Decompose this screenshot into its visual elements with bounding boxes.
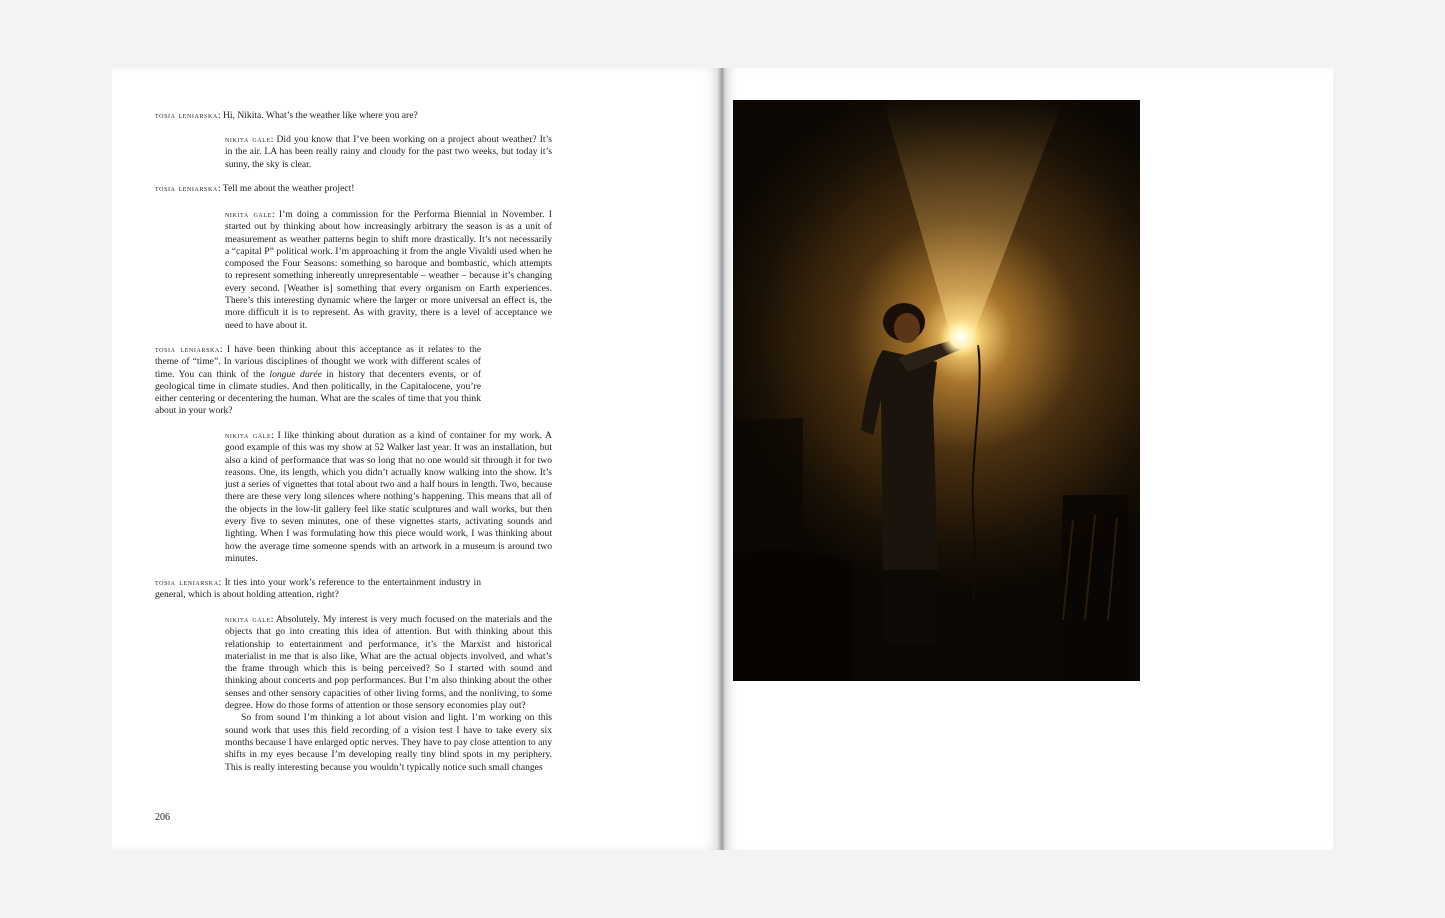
- answer-text: I like thinking about duration as a kind of container for my work. A good example of this was my show at 52 Walker last year. It was an installation, but also a kind of performance that was so long that no one would sit through it for two reasons. One, its length, which you didn’t actually know walking into the show. It’s just a series of vignettes that total about two and a half hours in length. Two, because there are these very long silences where nothing’s happening. This means that all of the objects in the low-lit gallery feel like static sculptures and wall works, but then every five to seven minutes, one of these vignettes starts, activating sounds and lighting. When I was formulating how this piece would work, I was thinking about how the average time someone spends with an artwork in a museum is around two minutes.: [225, 430, 552, 564]
- interview-question-1: tosia leniarska: Hi, Nikita. What’s the weather like where you are?: [155, 110, 418, 121]
- left-page: [112, 68, 720, 850]
- question-text: It ties into your work’s reference to the entertainment industry in general, which is about holding attention, right?: [155, 577, 481, 601]
- question-text: Hi, Nikita. What’s the weather like where you are?: [222, 110, 418, 121]
- photograph-person-with-light: [733, 100, 1140, 681]
- interview-answer-4: nikita gale: Absolutely. My interest is very much focused on the materials and the objects that go into creating this idea of attention. But with thinking about this relationship to entertainment and performance, it’s the Marxist and historical materialist in me that is also like, What are the actual objects involved, and what’s the frame through which this is being perceived? So I started with sound and thinking about concerts and pop performances. But I’m also thinking about the other senses and other sensory capacities of other living forms, and the nonliving, to some degree. How do those forms of attention or those sensory economies play out? So from sound I’m thinking a lot about vision and light. I’m working on this sound work that uses this field recording of a vision test I have to take every six months because I have enlarged optic nerves. They have to pay close attention to any shifts in my eyes because I’m developing really tiny blind spots in my periphery. This is really interesting because you wouldn’t typically notice such small changes: [225, 614, 552, 773]
- interview-answer-2: nikita gale: I’m doing a commission for the Performa Biennial in November. I started out by thinking about how increasingly arbitrary the season is as a unit of measurement as weather patterns begin to shift more drastically. It’s not necessarily a “capital P” political work. I’m approaching it from the angle Vivaldi used when he composed the Four Seasons: something so baroque and bombastic, which attempts to represent something inherently unrepresentable – weather – because it’s changing every second. [Weather is] something that every organism on Earth experiences. There’s this interesting dynamic where the larger or more universal an effect is, the more difficult it is to represent. As with gravity, there is a level of acceptance we need to have about it.: [225, 209, 552, 331]
- light-bulb: [939, 315, 983, 359]
- answer-text: I’m doing a commission for the Performa Biennial in November. I started out by thinking about how increasingly arbitrary the season is as a unit of measurement as weather patterns begin to shift more drastically. It’s not necessarily a “capital P” political work. I’m approaching it from the angle Vivaldi used when he composed the Four Seasons: something so baroque and bombastic, which attempts to represent something inherently unrepresentable – weather – because it’s changing every second. [Weather is] something that every organism on Earth experiences. There’s this interesting dynamic where the larger or more universal an effect is, the more difficult it is to represent. As with gravity, there is a level of acceptance we need to have about it.: [225, 209, 552, 331]
- speaker-name: tosia leniarska: [155, 577, 219, 587]
- answer-text-paragraph-2: So from sound I’m thinking a lot about vision and light. I’m working on this sound work that uses this field recording of a vision test I have to take every six months because I have enlarged optic nerves. They have to pay close attention to any shifts in my eyes because I’m developing really tiny blind spots in my periphery. This is really interesting because you wouldn’t typically notice such small changes: [225, 712, 552, 773]
- photo-illustration: [733, 100, 1140, 681]
- question-text-continued: in history that decenters events, or of geological time in climate studies. And then politically, in the Capitalocene, you’re either centering or decentering the human. What are the scales of time that you think about in your work?: [155, 368, 482, 417]
- speaker-name: nikita gale: [225, 430, 272, 440]
- dark-chair-right: [1058, 495, 1133, 681]
- question-text: Tell me about the weather project!: [222, 183, 355, 194]
- speaker-name: nikita gale: [225, 134, 271, 144]
- speaker-name: tosia leniarska: [155, 110, 218, 120]
- answer-text: Did you know that I’ve been working on a project about weather? It’s in the air. LA has been really rainy and cloudy for the past two weeks, but today it’s sunny, the sky is clear.: [225, 134, 552, 170]
- speaker-name: tosia leniarska: [155, 344, 220, 354]
- italic-term: longue durée: [269, 368, 322, 380]
- speaker-name: nikita gale: [225, 614, 271, 624]
- speaker-name: nikita gale: [225, 209, 272, 219]
- speaker-name: tosia leniarska: [155, 183, 218, 193]
- answer-text: Absolutely. My interest is very much focused on the materials and the objects that go into creating this idea of attention. But with thinking about this relationship to entertainment and performance, it’s the Marxist and historical materialist in me that is also like, What are the actual objects involved, and what’s the frame through which this is being perceived? So I started with sound and thinking about concerts and pop performances. But I’m also thinking about the other senses and other sensory capacities of other living forms, and the nonliving, to some degree. How do those forms of attention or those sensory economies play out?: [225, 614, 552, 712]
- question-text: I have been thinking about this acceptance as it relates to the theme of “time”. In various disciplines of thought we work with different scales of time. You can think of the: [155, 344, 481, 380]
- interview-question-4: tosia leniarska: It ties into your work’s reference to the entertainment industry in general, which is about holding attention, right?: [155, 577, 481, 601]
- interview-question-3: tosia leniarska: I have been thinking about this acceptance as it relates to the theme of “time”. In various disciplines of thought we work with different scales of time. You can think of the longue durée in history that decenters events, or of geological time in climate studies. And then politically, in the Capitalocene, you’re either centering or decentering the human. What are the scales of time that you think about in your work?: [155, 344, 482, 417]
- interview-question-2: tosia leniarska: Tell me about the weather project!: [155, 183, 355, 194]
- page-number: 206: [155, 812, 170, 823]
- foreground-object: [733, 550, 853, 681]
- interview-answer-3: nikita gale: I like thinking about duration as a kind of container for my work. A good example of this was my show at 52 Walker last year. It was an installation, but also a kind of performance that was so long that no one would sit through it for two reasons. One, its length, which you didn’t actually know walking into the show. It’s just a series of vignettes that total about two and a half hours in length. Two, because there are these very long silences where nothing’s happening. This means that all of the objects in the low-lit gallery feel like static sculptures and wall works, but then every five to seven minutes, one of these vignettes starts, activating sounds and lighting. When I was formulating how this piece would work, I was thinking about how the average time someone spends with an artwork in a museum is around two minutes.: [225, 430, 552, 564]
- book-spread: [112, 68, 1333, 850]
- interview-answer-1: nikita gale: Did you know that I’ve been working on a project about weather? It’s in the air. LA has been really rainy and cloudy for the past two weeks, but today it’s sunny, the sky is clear.: [225, 134, 552, 170]
- dark-furniture-left: [733, 418, 803, 570]
